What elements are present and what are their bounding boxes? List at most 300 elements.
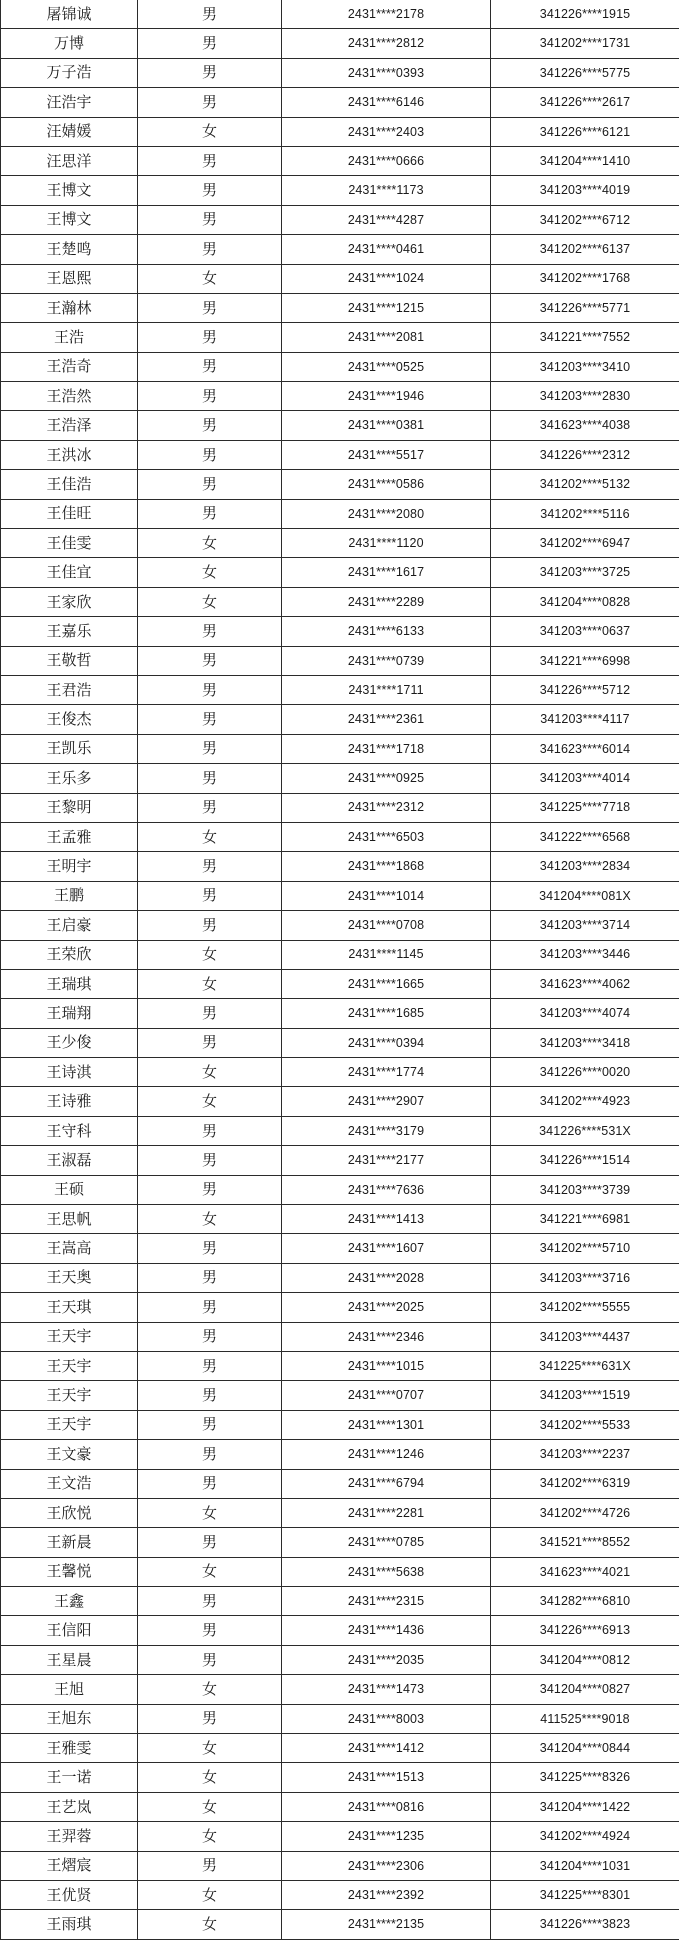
student-name-cell: 王诗淇 — [1, 1058, 138, 1087]
exam-id-cell: 2431****8003 — [282, 1704, 491, 1733]
student-name-cell: 王淑磊 — [1, 1146, 138, 1175]
exam-id-cell: 2431****7636 — [282, 1175, 491, 1204]
id-card-cell: 341203****3446 — [491, 940, 679, 969]
gender-cell: 女 — [138, 1881, 282, 1910]
exam-id-cell: 2431****0925 — [282, 764, 491, 793]
id-card-cell: 341202****5555 — [491, 1293, 679, 1322]
exam-id-cell: 2431****1617 — [282, 558, 491, 587]
table-row — [1, 58, 679, 87]
table-row — [1, 176, 679, 205]
gender-cell: 男 — [138, 1469, 282, 1498]
table-row — [1, 940, 679, 969]
id-card-cell: 341203****3410 — [491, 352, 679, 381]
exam-id-cell: 2431****2403 — [282, 117, 491, 146]
student-name-cell: 王博文 — [1, 176, 138, 205]
table-row — [1, 0, 679, 29]
table-row — [1, 1616, 679, 1645]
gender-cell: 男 — [138, 29, 282, 58]
student-name-cell: 王佳雯 — [1, 529, 138, 558]
table-row — [1, 1822, 679, 1851]
table-row — [1, 382, 679, 411]
student-name-cell: 王旭东 — [1, 1704, 138, 1733]
exam-id-cell: 2431****1145 — [282, 940, 491, 969]
table-row — [1, 1587, 679, 1616]
exam-id-cell: 2431****6503 — [282, 822, 491, 851]
table-row — [1, 352, 679, 381]
student-name-cell: 王瑞翔 — [1, 999, 138, 1028]
table-row — [1, 646, 679, 675]
id-card-cell: 341202****1768 — [491, 264, 679, 293]
id-card-cell: 341202****5116 — [491, 499, 679, 528]
exam-id-cell: 2431****0461 — [282, 235, 491, 264]
table-row — [1, 1763, 679, 1792]
exam-id-cell: 2431****2081 — [282, 323, 491, 352]
table-row — [1, 1116, 679, 1145]
id-card-cell: 341623****4038 — [491, 411, 679, 440]
exam-id-cell: 2431****6133 — [282, 617, 491, 646]
student-name-cell: 王熠宸 — [1, 1851, 138, 1880]
id-card-cell: 341226****5775 — [491, 58, 679, 87]
gender-cell: 女 — [138, 1498, 282, 1527]
student-name-cell: 王佳浩 — [1, 470, 138, 499]
gender-cell: 男 — [138, 382, 282, 411]
gender-cell: 女 — [138, 940, 282, 969]
id-card-cell: 341203****3418 — [491, 1028, 679, 1057]
gender-cell: 男 — [138, 764, 282, 793]
table-row — [1, 1851, 679, 1880]
table-row — [1, 1087, 679, 1116]
table-row — [1, 1557, 679, 1586]
gender-cell: 女 — [138, 264, 282, 293]
table-row — [1, 1410, 679, 1439]
student-name-cell: 王天奥 — [1, 1263, 138, 1292]
gender-cell: 男 — [138, 0, 282, 29]
gender-cell: 男 — [138, 1851, 282, 1880]
id-card-cell: 341202****5132 — [491, 470, 679, 499]
gender-cell: 男 — [138, 1263, 282, 1292]
id-card-cell: 411525****9018 — [491, 1704, 679, 1733]
exam-id-cell: 2431****1436 — [282, 1616, 491, 1645]
gender-cell: 男 — [138, 1351, 282, 1380]
id-card-cell: 341202****6947 — [491, 529, 679, 558]
table-row — [1, 323, 679, 352]
id-card-cell: 341221****7552 — [491, 323, 679, 352]
id-card-cell: 341203****3739 — [491, 1175, 679, 1204]
exam-id-cell: 2431****2080 — [282, 499, 491, 528]
table-row — [1, 734, 679, 763]
id-card-cell: 341204****0844 — [491, 1734, 679, 1763]
gender-cell: 男 — [138, 205, 282, 234]
id-card-cell: 341204****1031 — [491, 1851, 679, 1880]
id-card-cell: 341225****8326 — [491, 1763, 679, 1792]
id-card-cell: 341521****8552 — [491, 1528, 679, 1557]
exam-id-cell: 2431****1015 — [282, 1351, 491, 1380]
exam-id-cell: 2431****1774 — [282, 1058, 491, 1087]
table-row — [1, 1440, 679, 1469]
exam-id-cell: 2431****2177 — [282, 1146, 491, 1175]
gender-cell: 女 — [138, 587, 282, 616]
gender-cell: 男 — [138, 1704, 282, 1733]
id-card-cell: 341226****2312 — [491, 440, 679, 469]
student-name-cell: 王鑫 — [1, 1587, 138, 1616]
table-row — [1, 1322, 679, 1351]
gender-cell: 女 — [138, 1675, 282, 1704]
id-card-cell: 341202****6137 — [491, 235, 679, 264]
id-card-cell: 341204****0828 — [491, 587, 679, 616]
exam-id-cell: 2431****1946 — [282, 382, 491, 411]
exam-id-cell: 2431****2312 — [282, 793, 491, 822]
student-name-cell: 王博文 — [1, 205, 138, 234]
gender-cell: 男 — [138, 1528, 282, 1557]
id-card-cell: 341282****6810 — [491, 1587, 679, 1616]
exam-id-cell: 2431****1607 — [282, 1234, 491, 1263]
gender-cell: 女 — [138, 1205, 282, 1234]
student-name-cell: 王少俊 — [1, 1028, 138, 1057]
id-card-cell: 341203****2237 — [491, 1440, 679, 1469]
exam-id-cell: 2431****0785 — [282, 1528, 491, 1557]
student-name-cell: 王俊杰 — [1, 705, 138, 734]
student-name-cell: 王鹏 — [1, 881, 138, 910]
student-name-cell: 王乐多 — [1, 764, 138, 793]
gender-cell: 女 — [138, 1734, 282, 1763]
table-row — [1, 117, 679, 146]
id-card-cell: 341203****3714 — [491, 911, 679, 940]
table-row — [1, 1234, 679, 1263]
table-row — [1, 793, 679, 822]
exam-id-cell: 2431****0707 — [282, 1381, 491, 1410]
student-name-cell: 王文豪 — [1, 1440, 138, 1469]
gender-cell: 男 — [138, 705, 282, 734]
student-name-cell: 王思帆 — [1, 1205, 138, 1234]
student-name-cell: 王浩奇 — [1, 352, 138, 381]
student-name-cell: 王明宇 — [1, 852, 138, 881]
roster-table-body — [1, 0, 679, 1939]
exam-id-cell: 2431****1412 — [282, 1734, 491, 1763]
gender-cell: 男 — [138, 323, 282, 352]
student-name-cell: 王旭 — [1, 1675, 138, 1704]
table-row — [1, 1704, 679, 1733]
gender-cell: 女 — [138, 822, 282, 851]
gender-cell: 女 — [138, 1087, 282, 1116]
gender-cell: 男 — [138, 793, 282, 822]
exam-id-cell: 2431****0708 — [282, 911, 491, 940]
exam-id-cell: 2431****6146 — [282, 88, 491, 117]
exam-id-cell: 2431****2361 — [282, 705, 491, 734]
table-row — [1, 1058, 679, 1087]
id-card-cell: 341203****0637 — [491, 617, 679, 646]
student-name-cell: 王恩熙 — [1, 264, 138, 293]
id-card-cell: 341203****4437 — [491, 1322, 679, 1351]
student-name-cell: 王新晨 — [1, 1528, 138, 1557]
id-card-cell: 341226****5712 — [491, 675, 679, 704]
table-row — [1, 1910, 679, 1939]
id-card-cell: 341204****0812 — [491, 1645, 679, 1674]
id-card-cell: 341623****6014 — [491, 734, 679, 763]
exam-id-cell: 2431****2025 — [282, 1293, 491, 1322]
student-name-cell: 王荣欣 — [1, 940, 138, 969]
gender-cell: 男 — [138, 646, 282, 675]
gender-cell: 男 — [138, 1175, 282, 1204]
table-row — [1, 1293, 679, 1322]
gender-cell: 男 — [138, 1616, 282, 1645]
gender-cell: 男 — [138, 176, 282, 205]
student-name-cell: 王佳宜 — [1, 558, 138, 587]
exam-id-cell: 2431****1235 — [282, 1822, 491, 1851]
student-name-cell: 王雨琪 — [1, 1910, 138, 1939]
exam-id-cell: 2431****2035 — [282, 1645, 491, 1674]
gender-cell: 男 — [138, 58, 282, 87]
table-row — [1, 764, 679, 793]
student-name-cell: 王浩泽 — [1, 411, 138, 440]
gender-cell: 女 — [138, 117, 282, 146]
exam-id-cell: 2431****1665 — [282, 969, 491, 998]
student-name-cell: 王浩 — [1, 323, 138, 352]
table-row — [1, 29, 679, 58]
student-name-cell: 王文浩 — [1, 1469, 138, 1498]
student-name-cell: 王楚鸣 — [1, 235, 138, 264]
id-card-cell: 341221****6981 — [491, 1205, 679, 1234]
exam-id-cell: 2431****1024 — [282, 264, 491, 293]
id-card-cell: 341202****1731 — [491, 29, 679, 58]
table-row — [1, 88, 679, 117]
id-card-cell: 341203****4019 — [491, 176, 679, 205]
id-card-cell: 341204****081X — [491, 881, 679, 910]
exam-id-cell: 2431****1246 — [282, 1440, 491, 1469]
exam-id-cell: 2431****2178 — [282, 0, 491, 29]
table-row — [1, 1028, 679, 1057]
id-card-cell: 341204****0827 — [491, 1675, 679, 1704]
exam-id-cell: 2431****0586 — [282, 470, 491, 499]
id-card-cell: 341222****6568 — [491, 822, 679, 851]
table-row — [1, 587, 679, 616]
gender-cell: 女 — [138, 1822, 282, 1851]
student-name-cell: 王星晨 — [1, 1645, 138, 1674]
exam-id-cell: 2431****0739 — [282, 646, 491, 675]
gender-cell: 男 — [138, 499, 282, 528]
id-card-cell: 341203****3716 — [491, 1263, 679, 1292]
gender-cell: 男 — [138, 1293, 282, 1322]
gender-cell: 女 — [138, 1910, 282, 1939]
student-name-cell: 王敬哲 — [1, 646, 138, 675]
student-name-cell: 王启豪 — [1, 911, 138, 940]
id-card-cell: 341202****4924 — [491, 1822, 679, 1851]
id-card-cell: 341203****1519 — [491, 1381, 679, 1410]
id-card-cell: 341225****7718 — [491, 793, 679, 822]
gender-cell: 男 — [138, 1587, 282, 1616]
table-row — [1, 852, 679, 881]
id-card-cell: 341204****1410 — [491, 146, 679, 175]
id-card-cell: 341203****4074 — [491, 999, 679, 1028]
gender-cell: 男 — [138, 852, 282, 881]
id-card-cell: 341226****1514 — [491, 1146, 679, 1175]
student-name-cell: 王浩然 — [1, 382, 138, 411]
student-name-cell: 屠锦诚 — [1, 0, 138, 29]
student-name-cell: 王嵩高 — [1, 1234, 138, 1263]
table-row — [1, 617, 679, 646]
student-name-cell: 王凯乐 — [1, 734, 138, 763]
gender-cell: 男 — [138, 1381, 282, 1410]
gender-cell: 男 — [138, 470, 282, 499]
table-row — [1, 1528, 679, 1557]
exam-id-cell: 2431****2135 — [282, 1910, 491, 1939]
gender-cell: 男 — [138, 1645, 282, 1674]
id-card-cell: 341202****5710 — [491, 1234, 679, 1263]
gender-cell: 男 — [138, 293, 282, 322]
gender-cell: 男 — [138, 999, 282, 1028]
table-row — [1, 1146, 679, 1175]
gender-cell: 男 — [138, 146, 282, 175]
student-name-cell: 王黎明 — [1, 793, 138, 822]
exam-id-cell: 2431****1215 — [282, 293, 491, 322]
exam-id-cell: 2431****2907 — [282, 1087, 491, 1116]
gender-cell: 女 — [138, 529, 282, 558]
student-name-cell: 王欣悦 — [1, 1498, 138, 1527]
student-name-cell: 王诗雅 — [1, 1087, 138, 1116]
table-row — [1, 1381, 679, 1410]
table-row — [1, 1675, 679, 1704]
student-name-cell: 汪思洋 — [1, 146, 138, 175]
student-name-cell: 王艺岚 — [1, 1792, 138, 1821]
student-name-cell: 王雅雯 — [1, 1734, 138, 1763]
exam-id-cell: 2431****2392 — [282, 1881, 491, 1910]
student-name-cell: 王洪冰 — [1, 440, 138, 469]
id-card-cell: 341203****3725 — [491, 558, 679, 587]
table-row — [1, 440, 679, 469]
table-row — [1, 1351, 679, 1380]
id-card-cell: 341226****6121 — [491, 117, 679, 146]
student-name-cell: 王信阳 — [1, 1616, 138, 1645]
table-row — [1, 999, 679, 1028]
student-name-cell: 王家欣 — [1, 587, 138, 616]
id-card-cell: 341225****8301 — [491, 1881, 679, 1910]
table-row — [1, 205, 679, 234]
exam-id-cell: 2431****3179 — [282, 1116, 491, 1145]
exam-id-cell: 2431****2289 — [282, 587, 491, 616]
student-name-cell: 汪浩宇 — [1, 88, 138, 117]
gender-cell: 男 — [138, 1116, 282, 1145]
exam-id-cell: 2431****5517 — [282, 440, 491, 469]
gender-cell: 男 — [138, 617, 282, 646]
exam-id-cell: 2431****1120 — [282, 529, 491, 558]
exam-id-cell: 2431****2346 — [282, 1322, 491, 1351]
gender-cell: 男 — [138, 881, 282, 910]
exam-id-cell: 2431****0816 — [282, 1792, 491, 1821]
exam-id-cell: 2431****6794 — [282, 1469, 491, 1498]
student-name-cell: 汪婧媛 — [1, 117, 138, 146]
exam-id-cell: 2431****2281 — [282, 1498, 491, 1527]
id-card-cell: 341204****1422 — [491, 1792, 679, 1821]
exam-id-cell: 2431****2812 — [282, 29, 491, 58]
table-row — [1, 1175, 679, 1204]
id-card-cell: 341202****5533 — [491, 1410, 679, 1439]
id-card-cell: 341202****6712 — [491, 205, 679, 234]
gender-cell: 男 — [138, 1410, 282, 1439]
id-card-cell: 341623****4021 — [491, 1557, 679, 1586]
gender-cell: 男 — [138, 1440, 282, 1469]
gender-cell: 男 — [138, 911, 282, 940]
exam-id-cell: 2431****1718 — [282, 734, 491, 763]
exam-id-cell: 2431****1301 — [282, 1410, 491, 1439]
table-row — [1, 675, 679, 704]
table-row — [1, 558, 679, 587]
id-card-cell: 341226****5771 — [491, 293, 679, 322]
exam-id-cell: 2431****0666 — [282, 146, 491, 175]
gender-cell: 女 — [138, 1058, 282, 1087]
student-name-cell: 王天琪 — [1, 1293, 138, 1322]
table-row — [1, 1205, 679, 1234]
gender-cell: 男 — [138, 88, 282, 117]
exam-id-cell: 2431****1413 — [282, 1205, 491, 1234]
table-row — [1, 969, 679, 998]
student-name-cell: 王天宇 — [1, 1322, 138, 1351]
gender-cell: 男 — [138, 1146, 282, 1175]
table-row — [1, 1263, 679, 1292]
student-name-cell: 王佳旺 — [1, 499, 138, 528]
exam-id-cell: 2431****2306 — [282, 1851, 491, 1880]
table-row — [1, 529, 679, 558]
exam-id-cell: 2431****1173 — [282, 176, 491, 205]
exam-id-cell: 2431****1473 — [282, 1675, 491, 1704]
student-name-cell: 王馨悦 — [1, 1557, 138, 1586]
student-name-cell: 王羿蓉 — [1, 1822, 138, 1851]
table-row — [1, 1881, 679, 1910]
gender-cell: 男 — [138, 440, 282, 469]
table-row — [1, 411, 679, 440]
exam-id-cell: 2431****2028 — [282, 1263, 491, 1292]
exam-id-cell: 2431****0381 — [282, 411, 491, 440]
student-name-cell: 王瀚林 — [1, 293, 138, 322]
id-card-cell: 341226****0020 — [491, 1058, 679, 1087]
table-row — [1, 881, 679, 910]
table-row — [1, 1645, 679, 1674]
id-card-cell: 341623****4062 — [491, 969, 679, 998]
table-row — [1, 1734, 679, 1763]
id-card-cell: 341203****2834 — [491, 852, 679, 881]
table-row — [1, 1498, 679, 1527]
gender-cell: 女 — [138, 1557, 282, 1586]
student-name-cell: 王瑞琪 — [1, 969, 138, 998]
student-name-cell: 王优贤 — [1, 1881, 138, 1910]
table-row — [1, 1469, 679, 1498]
id-card-cell: 341203****4014 — [491, 764, 679, 793]
id-card-cell: 341202****4726 — [491, 1498, 679, 1527]
table-row — [1, 146, 679, 175]
table-row — [1, 499, 679, 528]
gender-cell: 男 — [138, 352, 282, 381]
id-card-cell: 341203****2830 — [491, 382, 679, 411]
id-card-cell: 341226****2617 — [491, 88, 679, 117]
student-name-cell: 万子浩 — [1, 58, 138, 87]
gender-cell: 男 — [138, 1234, 282, 1263]
id-card-cell: 341221****6998 — [491, 646, 679, 675]
table-row — [1, 470, 679, 499]
gender-cell: 男 — [138, 1028, 282, 1057]
id-card-cell: 341202****6319 — [491, 1469, 679, 1498]
gender-cell: 男 — [138, 411, 282, 440]
student-name-cell: 王天宇 — [1, 1381, 138, 1410]
table-row — [1, 705, 679, 734]
id-card-cell: 341226****1915 — [491, 0, 679, 29]
id-card-cell: 341226****6913 — [491, 1616, 679, 1645]
exam-id-cell: 2431****5638 — [282, 1557, 491, 1586]
table-row — [1, 822, 679, 851]
id-card-cell: 341203****4117 — [491, 705, 679, 734]
student-name-cell: 王嘉乐 — [1, 617, 138, 646]
exam-id-cell: 2431****0394 — [282, 1028, 491, 1057]
id-card-cell: 341202****4923 — [491, 1087, 679, 1116]
id-card-cell: 341226****3823 — [491, 1910, 679, 1939]
student-name-cell: 万博 — [1, 29, 138, 58]
